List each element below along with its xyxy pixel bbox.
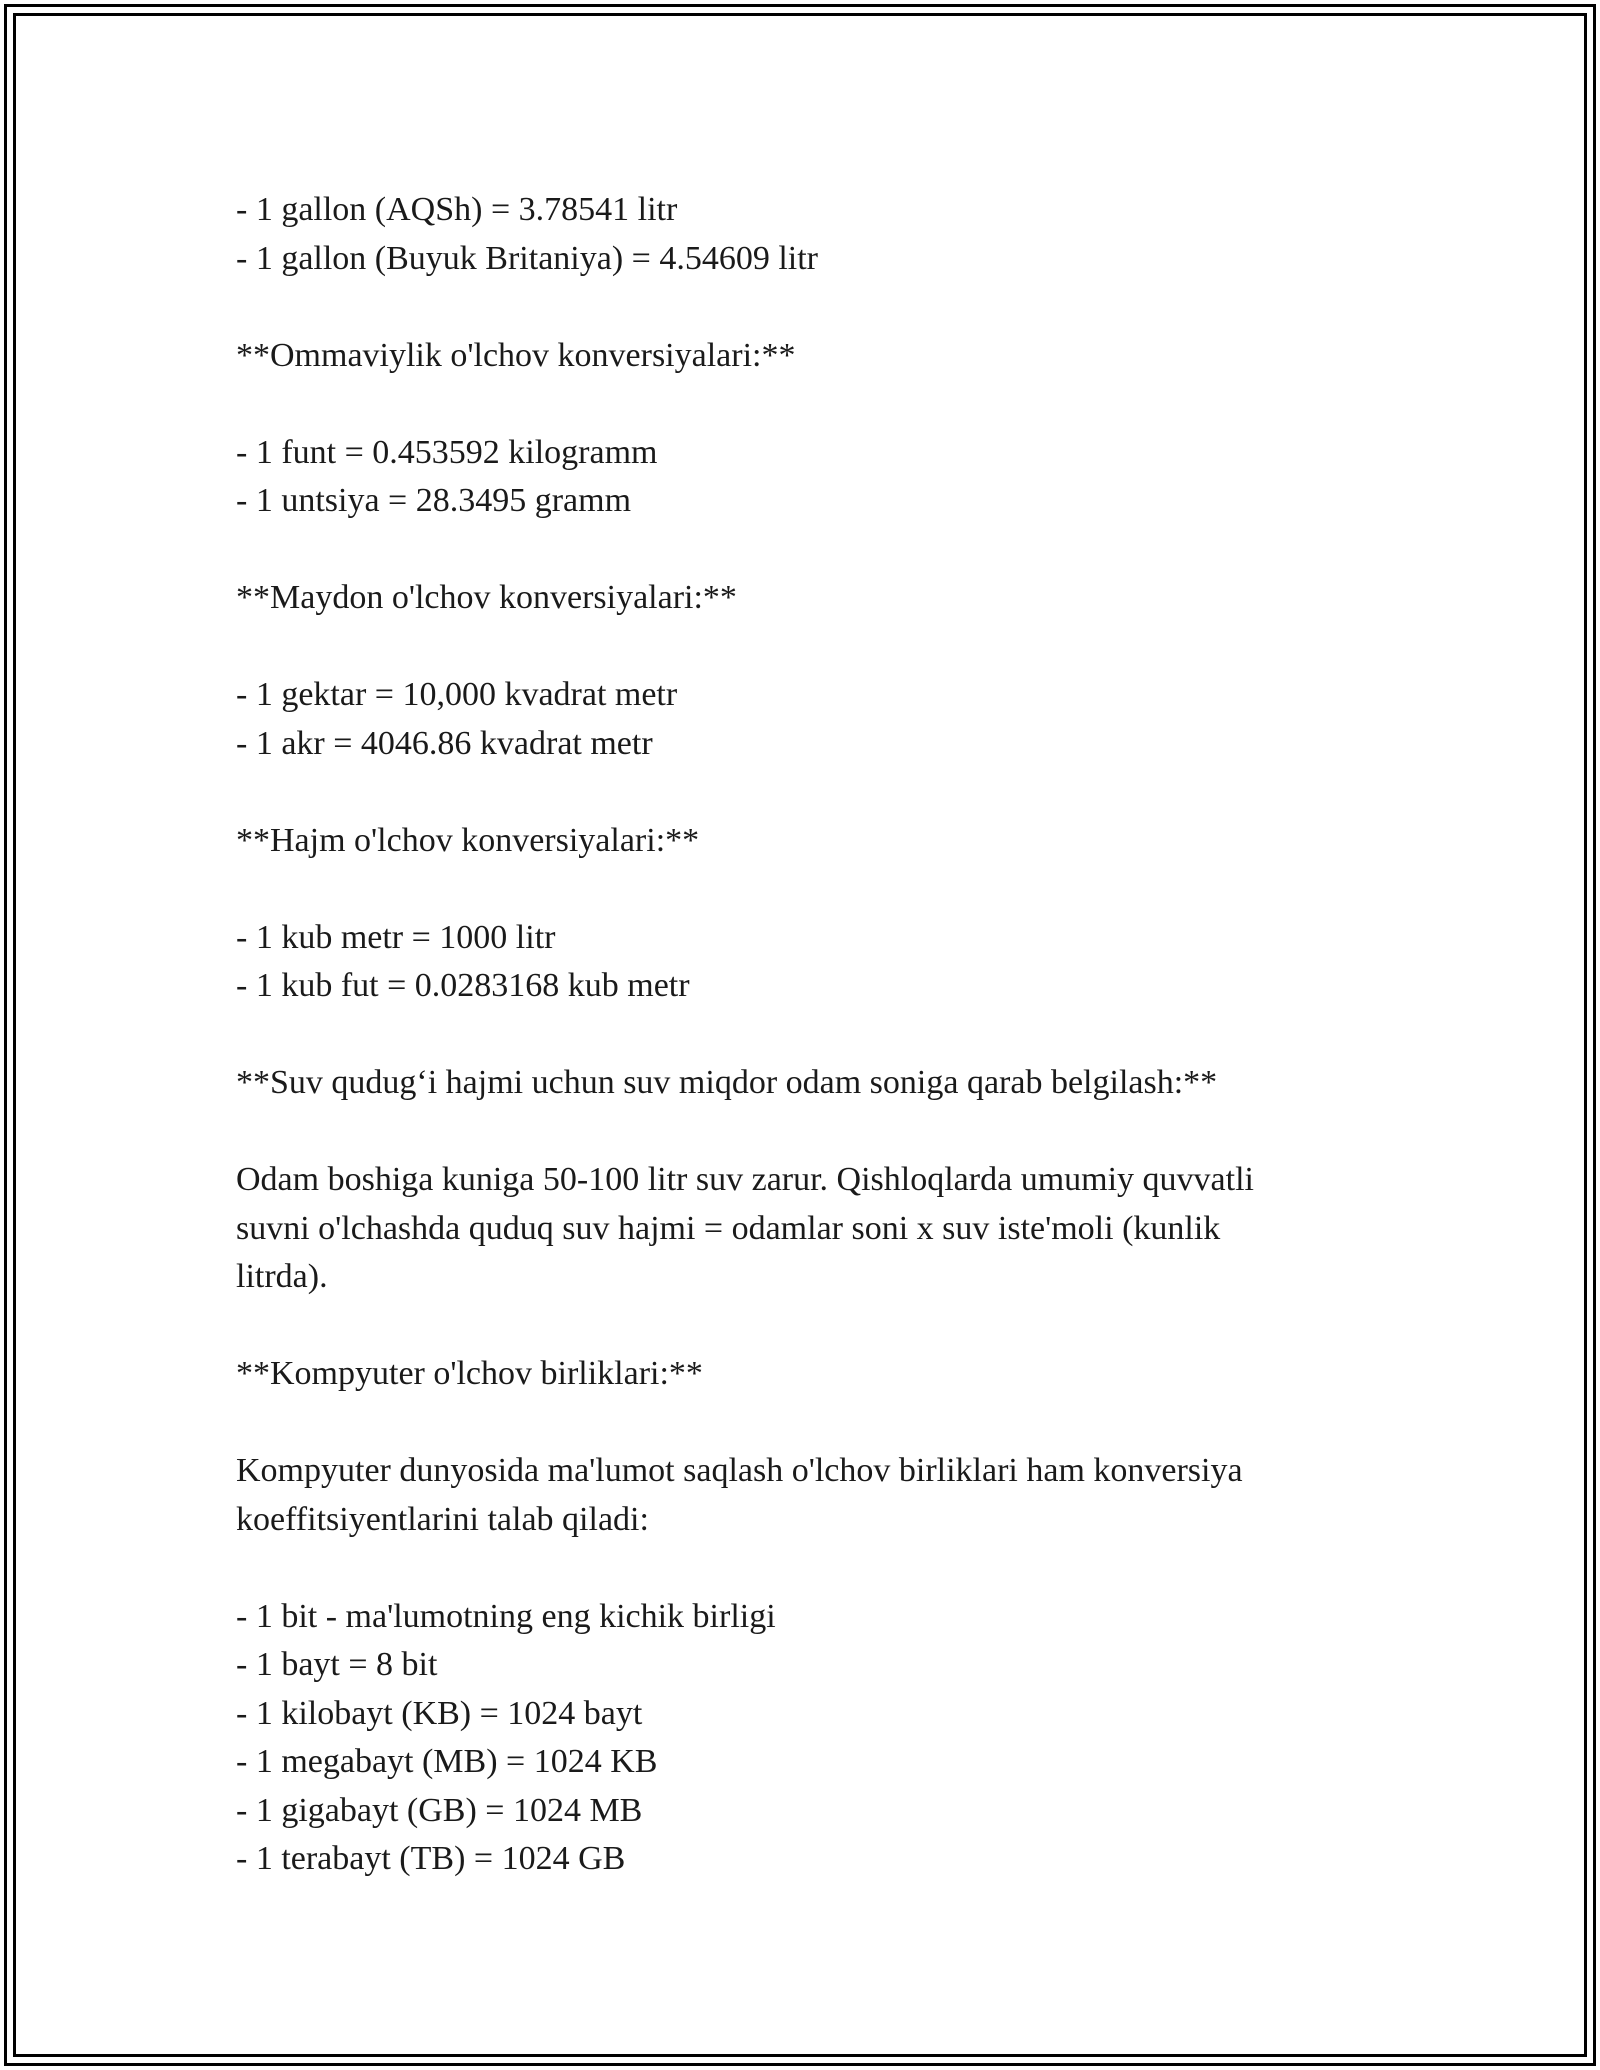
text-line: koeffitsiyentlarini talab qiladi: xyxy=(236,1500,649,1538)
text-line: Odam boshiga kuniga 50-100 litr suv zarur. Qishloqlarda umumiy quvvatli xyxy=(236,1161,1254,1198)
list-item: - 1 untsiya = 28.3495 gramm xyxy=(236,482,632,519)
list-item: - 1 funt = 0.453592 kilogramm xyxy=(236,433,658,471)
blank-line xyxy=(236,1011,1356,1060)
list-item: - 1 akr = 4046.86 kvadrat metr xyxy=(236,724,653,762)
blank-line xyxy=(236,623,1356,672)
list-item: - 1 gallon (Buyuk Britaniya) = 4.54609 litr xyxy=(236,239,818,277)
document-body xyxy=(236,186,1356,1884)
section-heading: **Ommaviylik o'lchov konversiyalari:** xyxy=(236,336,796,374)
blank-line xyxy=(236,1399,1356,1448)
blank-line xyxy=(236,283,1356,332)
section-heading: **Kompyuter o'lchov birliklari:** xyxy=(236,1355,703,1392)
list-item: - 1 gallon (AQSh) = 3.78541 litr xyxy=(236,191,678,228)
blank-line xyxy=(236,526,1356,575)
blank-line xyxy=(236,1302,1356,1351)
list-item: - 1 kilobayt (KB) = 1024 bayt xyxy=(236,1694,643,1732)
blank-line xyxy=(236,1108,1356,1157)
list-item: - 1 kub metr = 1000 litr xyxy=(236,918,556,956)
text-line: litrda). xyxy=(236,1258,328,1295)
list-item: - 1 gektar = 10,000 kvadrat metr xyxy=(236,676,678,713)
text-line: suvni o'lchashda quduq suv hajmi = odamlar soni x suv iste'moli (kunlik xyxy=(236,1209,1221,1247)
list-item: - 1 kub fut = 0.0283168 kub metr xyxy=(236,967,690,1004)
section-heading: **Maydon o'lchov konversiyalari:** xyxy=(236,579,737,616)
list-item: - 1 bayt = 8 bit xyxy=(236,1646,438,1683)
blank-line xyxy=(236,1544,1356,1593)
list-item: - 1 megabayt (MB) = 1024 KB xyxy=(236,1743,658,1780)
list-item: - 1 gigabayt (GB) = 1024 MB xyxy=(236,1791,643,1829)
list-item: - 1 bit - ma'lumotning eng kichik birligi xyxy=(236,1597,776,1635)
section-heading: **Suv qudug‘i hajmi uchun suv miqdor odam soniga qarab belgilash:** xyxy=(236,1064,1218,1101)
list-item: - 1 terabayt (TB) = 1024 GB xyxy=(236,1840,626,1877)
blank-line xyxy=(236,865,1356,914)
blank-line xyxy=(236,380,1356,429)
blank-line xyxy=(236,768,1356,817)
section-heading: **Hajm o'lchov konversiyalari:** xyxy=(236,821,700,859)
text-line: Kompyuter dunyosida ma'lumot saqlash o'lchov birliklari ham konversiya xyxy=(236,1452,1243,1489)
